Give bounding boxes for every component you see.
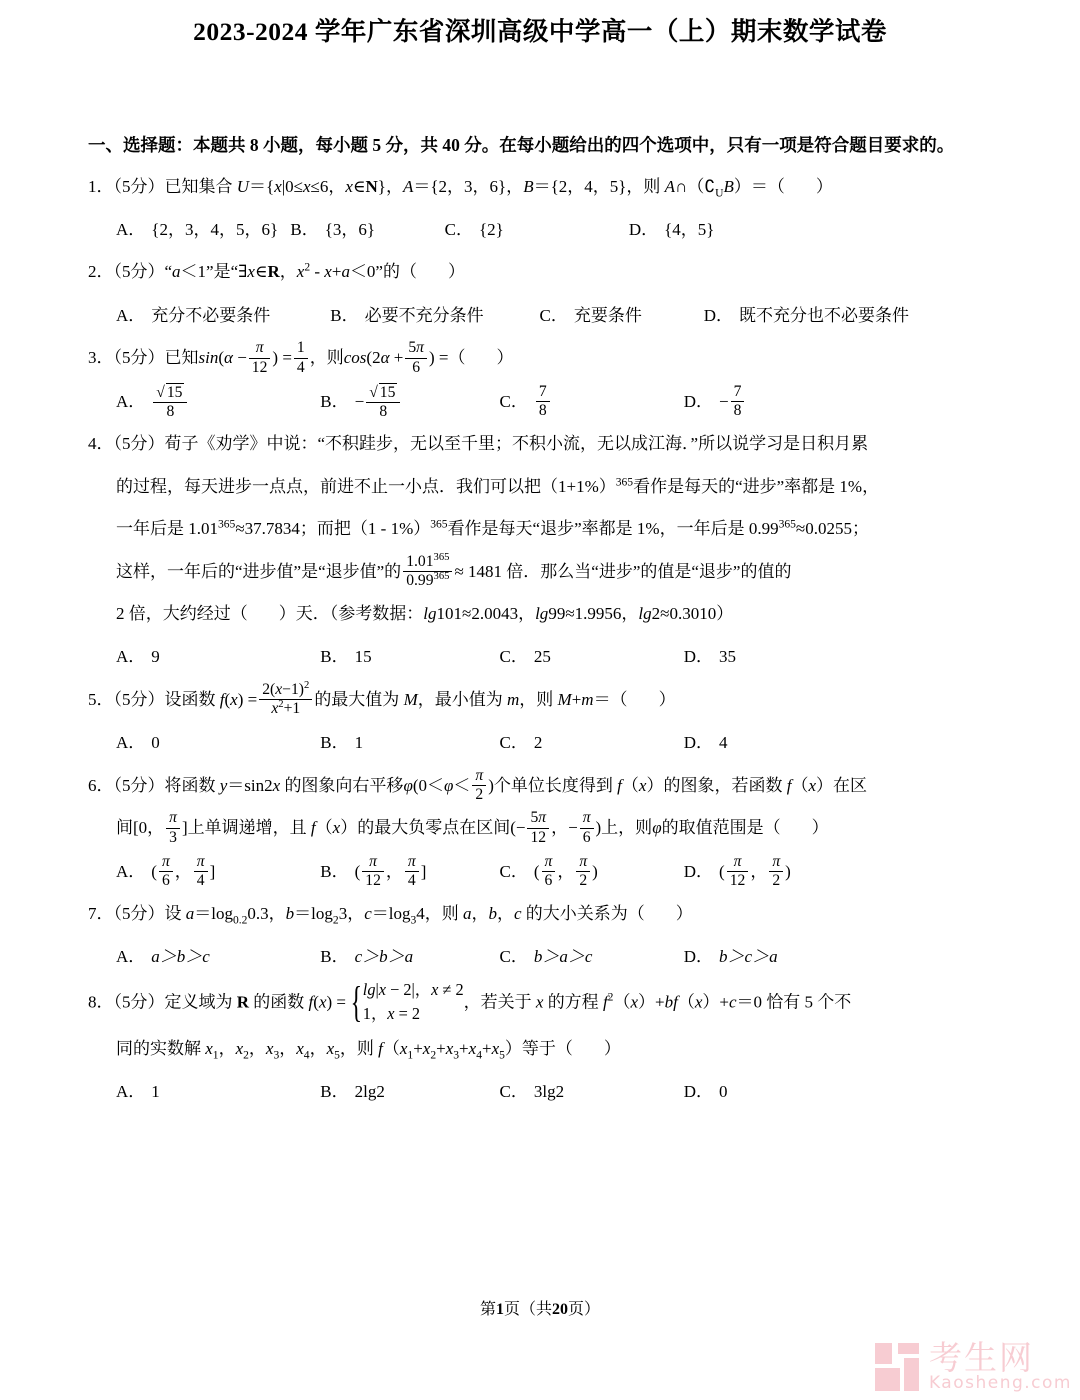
option-label: D． — [683, 861, 714, 881]
question-4-stem-line: 的过程，每天进步一点点，前进不止一小点．我们可以把$(1+1\%)^{365}$看作是每天的“进步”率都是 1%， — [116, 474, 880, 496]
option-text: 充分不必要条件 — [151, 305, 271, 325]
option-d[interactable] — [684, 851, 791, 894]
option-text: {3，6} — [324, 219, 376, 239]
footer-suffix: 页） — [568, 1301, 601, 1318]
option-c[interactable] — [500, 936, 680, 979]
option-b[interactable] — [320, 851, 495, 894]
option-b[interactable] — [320, 1071, 495, 1114]
option-label: A． — [116, 219, 146, 239]
option-label: B． — [320, 1082, 349, 1102]
option-a[interactable] — [116, 295, 326, 338]
option-text: c＞b＞a — [354, 947, 414, 967]
question-6-options — [88, 850, 992, 893]
question-6-stem — [88, 765, 992, 850]
option-label: C． — [499, 947, 528, 967]
option-b[interactable] — [330, 295, 535, 338]
option-a[interactable] — [116, 209, 278, 252]
option-a[interactable] — [116, 936, 316, 979]
option-text: b＞a＞c — [533, 947, 593, 967]
option-c[interactable] — [500, 851, 680, 894]
option-b[interactable] — [320, 636, 495, 679]
option-text: {4，5} — [664, 219, 715, 239]
question-6-stem-line: 6．（5分）将函数 y＝sin2x 的图象向右平移φ(0＜φ＜ $\frac{\pi}{2}$ )个单位长度得到 f（x）的图象，若函数 f（x）在区 — [88, 766, 867, 804]
option-d[interactable] — [704, 295, 909, 338]
watermark — [875, 1338, 1072, 1393]
option-a[interactable] — [116, 851, 316, 894]
option-label: A． — [116, 647, 146, 667]
option-d[interactable] — [684, 636, 736, 679]
question-2-score: （5分） — [113, 262, 165, 282]
question-6 — [88, 765, 992, 893]
option-label: A． — [116, 305, 146, 325]
option-value: $\frac{√ 15}{8}$ — [153, 382, 187, 421]
question-8-stem-line: 同的实数解 $x_1$，$x_2$，$x_3$，$x_4$，$x_5$，则 $f(x_1+x_2+x_3+x_4+x_5)$等于（ ） — [116, 1038, 621, 1062]
option-label: B． — [320, 391, 349, 411]
question-3-score: （5分） — [113, 348, 165, 368]
question-7-stem — [88, 893, 992, 936]
option-text: 35 — [719, 647, 737, 667]
option-text: 15 — [354, 647, 372, 667]
option-label: D． — [683, 1082, 714, 1102]
option-a[interactable] — [116, 722, 316, 765]
option-c[interactable] — [500, 636, 680, 679]
option-d[interactable] — [629, 209, 715, 252]
option-label: D． — [628, 219, 659, 239]
question-4 — [88, 423, 992, 679]
option-text: 0 — [719, 1082, 728, 1102]
question-7 — [88, 893, 992, 979]
question-1-options — [88, 208, 992, 251]
option-text: 4 — [719, 733, 728, 753]
question-3-stem — [88, 337, 992, 380]
footer-page-number: 1 — [495, 1301, 504, 1318]
question-5-options — [88, 721, 992, 764]
option-label: A． — [116, 391, 146, 411]
option-label: C． — [499, 861, 528, 881]
option-text: 1 — [354, 733, 364, 753]
option-label: D． — [683, 647, 714, 667]
option-text: {2} — [478, 219, 504, 239]
option-label: A． — [116, 861, 146, 881]
option-text: 充要条件 — [573, 305, 642, 325]
option-value: ( $\frac{\pi}{12}$ ， $\frac{\pi}{2}$ ) — [719, 852, 791, 890]
question-3-options — [88, 380, 992, 423]
option-c[interactable] — [500, 381, 680, 424]
option-label: D． — [683, 733, 714, 753]
option-c[interactable] — [445, 209, 625, 252]
question-4-stem-line: 4．（5分）荀子《劝学》中说：“不积跬步，无以至千里；不积小流，无以成江海．”所以说学习是日积月累 — [88, 434, 869, 454]
option-value: ( $\frac{\pi}{6}$ ， $\frac{\pi}{2}$ ) — [533, 852, 598, 890]
option-label: C． — [499, 647, 528, 667]
option-label: C． — [444, 219, 473, 239]
option-label: B． — [320, 647, 349, 667]
option-value: ( $\frac{\pi}{6}$ ， $\frac{\pi}{4}$ ] — [151, 852, 216, 890]
option-b[interactable] — [290, 209, 440, 252]
option-label: A． — [116, 947, 146, 967]
ratio-fraction: $\frac{1.01^{365}}{0.99^{365}}$ — [403, 553, 452, 591]
question-1 — [88, 166, 992, 252]
option-text: 2lg2 — [354, 1082, 385, 1102]
question-2 — [88, 251, 992, 337]
question-6-stem-line: 间[0， $\frac{\pi}{3}$ ]上单调递增，且 f（x）的最大负零点在区间(− $\frac{5\pi}{12}$ ，− $\frac{\pi}{6}$ )上，则φ的取值范围是（ ） — [116, 809, 829, 846]
option-d[interactable]: D． − $\frac{7}{8}$ — [684, 381, 747, 424]
question-7-score: （5分） — [113, 904, 165, 924]
option-c[interactable] — [540, 295, 700, 338]
watermark-en: Kaosheng.com — [928, 1373, 1072, 1393]
footer-middle: 页（共 — [503, 1301, 552, 1318]
option-label: B． — [320, 947, 349, 967]
question-5 — [88, 679, 992, 765]
option-label: A． — [116, 1082, 146, 1102]
watermark-cn: 考生网 — [928, 1338, 1034, 1377]
option-text: 2 — [533, 733, 543, 753]
question-1-stem — [88, 166, 992, 209]
question-8-options — [88, 1070, 992, 1113]
page-footer — [0, 1296, 1080, 1319]
option-text: a＞b＞c — [151, 947, 210, 967]
question-5-score: （5分） — [113, 689, 165, 709]
option-label: D． — [683, 391, 714, 411]
option-text: 既不充分也不必要条件 — [739, 305, 910, 325]
question-5-stem — [88, 679, 992, 722]
option-d[interactable] — [684, 936, 778, 979]
question-1-score: （5分） — [113, 176, 165, 196]
option-label: B． — [320, 861, 349, 881]
option-value: $\frac{7}{8}$ — [536, 383, 550, 421]
section-heading: 一、选择题：本题共 8 小题，每小题 5 分，共 40 分。在每小题给出的四个选项中，只有一项是符合题目要求的。 — [88, 135, 955, 156]
question-4-options — [88, 636, 992, 679]
option-label: B． — [290, 219, 319, 239]
question-8 — [88, 979, 992, 1114]
question-8-stem — [88, 979, 992, 1070]
footer-prefix: 第 — [479, 1301, 496, 1318]
option-label: B． — [330, 305, 359, 325]
option-a[interactable] — [116, 636, 316, 679]
option-a[interactable] — [116, 381, 316, 424]
option-value: ( $\frac{\pi}{12}$ ， $\frac{\pi}{4}$ ] — [354, 852, 427, 890]
option-label: B． — [320, 733, 349, 753]
question-2-stem — [88, 251, 992, 294]
option-text: 3lg2 — [533, 1082, 565, 1102]
option-label: C． — [499, 733, 528, 753]
piecewise-function: { lg|x − 2|，x ≠ 2 1，x = 2 — [350, 977, 464, 1026]
option-d[interactable] — [684, 722, 728, 765]
question-8-score: （5分） — [113, 992, 165, 1012]
question-1-stem-line: 1．（5分）已知集合 U＝{x|0≤x≤6，x∈N}，A＝{2，3，6}，B＝{2，4，5}，则 $A\cap(∁_UB)=$（ ） — [88, 176, 833, 199]
kaosheng-logo-icon — [875, 1343, 919, 1391]
option-text: 9 — [151, 647, 160, 667]
option-label: A． — [116, 733, 146, 753]
question-2-stem-line: 2．（5分）“a＜1”是“∃x∈R，$x^2 - x+a<0$”的（ ） — [88, 260, 465, 282]
option-label: C． — [539, 305, 568, 325]
option-text: 1 — [151, 1082, 160, 1102]
option-value: $\frac{√ 15}{8}$ — [366, 382, 400, 421]
watermark-text — [928, 1338, 1072, 1393]
option-label: D． — [683, 947, 714, 967]
option-text: 0 — [151, 733, 160, 753]
question-6-score: （5分） — [113, 775, 165, 795]
option-value: $\frac{7}{8}$ — [731, 383, 745, 421]
option-text: {2，3，4，5，6} — [151, 219, 279, 239]
question-4-score: （5分） — [113, 434, 165, 454]
question-4-stem-line: 这样，一年后的“进步值”是“退步值”的 $\frac{1.01^{365}}{0.99^{365}}$ ≈ 1481 倍．那么当“进步”的值是“退步”的值的 — [116, 551, 792, 590]
question-3-stem-line: 3．（5分）已知sin(α − $\frac{\pi}{12}$ ) = $\frac{1}{4}$ ，则cos(2α + $\frac{5\pi}{6}$ ) =（ ） — [88, 339, 514, 376]
option-c[interactable] — [500, 722, 680, 765]
question-4-stem — [88, 423, 992, 636]
function-fraction: $\frac{2(x-1)^2}{x^2+1}$ — [259, 681, 312, 719]
footer-total-pages: 20 — [552, 1301, 568, 1318]
option-text: 25 — [533, 647, 551, 667]
option-text: b＞c＞a — [719, 947, 778, 967]
option-b[interactable] — [320, 722, 495, 765]
question-7-options — [88, 936, 992, 979]
option-d[interactable] — [684, 1071, 728, 1114]
option-label: C． — [499, 391, 528, 411]
option-label: C． — [499, 1082, 528, 1102]
question-3 — [88, 337, 992, 423]
page-title: 2023-2024 学年广东省深圳高级中学高一（上）期末数学试卷 — [193, 17, 887, 46]
question-4-stem-line: 2 倍，大约经过（ ）天．（参考数据：lg101≈2.0043，lg99≈1.9956，lg2≈0.3010） — [116, 604, 734, 624]
option-b[interactable] — [320, 936, 495, 979]
question-7-stem-line: 7．（5分）设 $a=\log_{0.2}0.3$，$b=\log_23$，$c=\log_34$，则 a，b，c 的大小关系为（ ） — [88, 904, 693, 927]
option-b[interactable]: B． − $\frac{√ 15}{8}$ — [320, 381, 495, 424]
option-a[interactable] — [116, 1071, 316, 1114]
question-8-stem-line: 8．（5分）定义域为 R 的函数 f(x) = { lg|x − 2|，x ≠ 2 1，x = 2 ，若关于 x 的方程 $f^2(x)+bf(x)+c=0$ 恰有 5 个不 — [88, 977, 852, 1026]
option-label: D． — [703, 305, 734, 325]
question-5-stem-line: 5．（5分）设函数 f(x) = $\frac{2(x-1)^2}{x^2+1}$ 的最大值为 M，最小值为 m，则 M+m＝（ ） — [88, 679, 676, 718]
question-2-options — [88, 294, 992, 337]
option-c[interactable] — [500, 1071, 680, 1114]
question-4-stem-line: 一年后是 $1.01^{365}\approx 37.7834$；而把（1 - 1%）$^{365}$看作是每天“退步”率都是 1%，一年后是 $0.99^{365}\approx 0.0255$； — [116, 517, 869, 539]
option-text: 必要不充分条件 — [364, 305, 484, 325]
